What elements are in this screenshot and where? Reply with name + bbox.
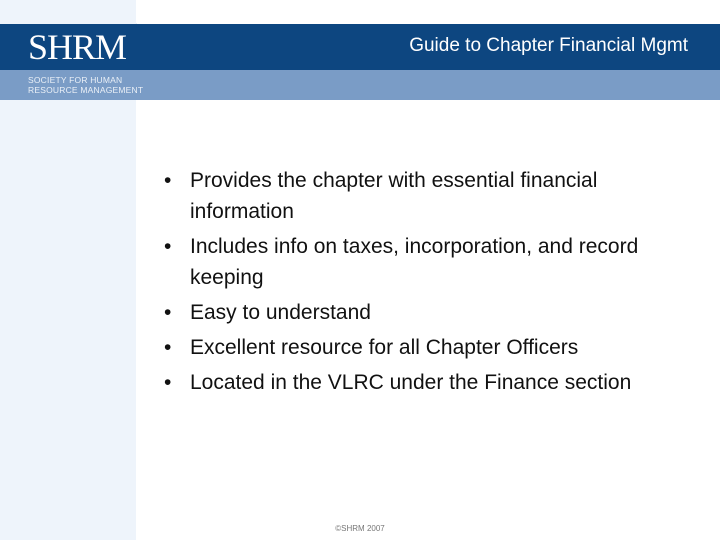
bullet-item (164, 165, 684, 227)
copyright-footer: ©SHRM 2007 (335, 524, 385, 533)
trademark-symbol: tm (136, 24, 143, 30)
bullet-item (164, 367, 684, 398)
bullet-text: Includes info on taxes, incorporation, and record keeping (190, 235, 639, 289)
bullet-item (164, 231, 684, 293)
bullet-item (164, 332, 684, 363)
bullet-text: Excellent resource for all Chapter Officers (190, 336, 579, 359)
bullet-text: Located in the VLRC under the Finance section (190, 371, 632, 394)
bullet-marker: • (164, 301, 172, 324)
bullet-list (164, 165, 684, 402)
bullet-text: Easy to understand (190, 301, 371, 324)
logo-tagline-line1: SOCIETY FOR HUMAN (28, 75, 123, 85)
bullet-text: Provides the chapter with essential financial information (190, 169, 598, 223)
bullet-marker: • (164, 235, 172, 258)
bullet-marker: • (164, 371, 172, 394)
bullet-item (164, 297, 684, 328)
logo-mark: SHRM (28, 27, 127, 67)
bullet-marker: • (164, 336, 172, 359)
slide-title: Guide to Chapter Financial Mgmt (409, 35, 688, 56)
bullet-marker: • (164, 169, 172, 192)
logo-tagline (28, 75, 143, 95)
logo-tagline-line2: RESOURCE MANAGEMENT (28, 85, 144, 95)
